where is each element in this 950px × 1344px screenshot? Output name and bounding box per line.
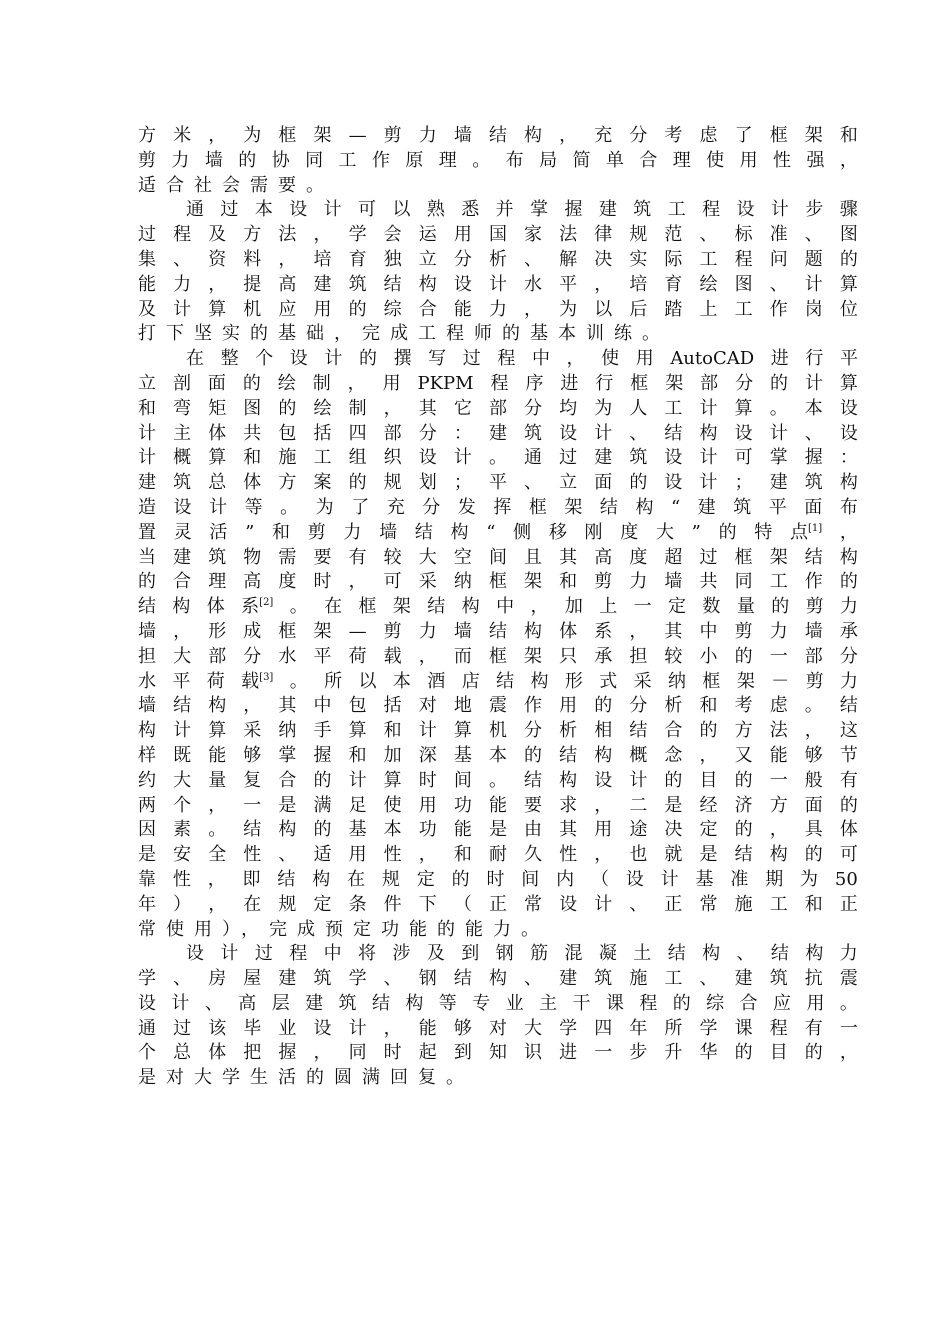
paragraph [138, 347, 858, 942]
text-line: 设 计 、 高 层 建 筑 结 构 等 专 业 主 干 课 程 的 综 合 应 用 。 [138, 992, 858, 1014]
text-line: 在 整 个 设 计 的 撰 写 过 程 中 ， 使 用 AutoCAD 进 行 平 [138, 347, 858, 372]
citation-ref: [3] [259, 671, 274, 683]
text-line: 水 平 荷 载[3] 。 所 以 本 酒 店 结 构 形 式 采 纳 框 架 － 剪 力 [138, 670, 858, 692]
text-line: 个 总 体 把 握 ， 同 时 起 到 知 识 进 一 步 升 华 的 目 的 ， [138, 1042, 858, 1064]
text-line: 和 弯 矩 图 的 绘 制 ， 其 它 部 分 均 为 人 工 计 算 。 本 设 [138, 397, 858, 419]
text-line: 通 过 该 毕 业 设 计 ， 能 够 对 大 学 四 年 所 学 课 程 有 一 [138, 1017, 858, 1039]
latin-term: 50 [834, 868, 858, 890]
text-line: 计 概 算 和 施 工 组 织 设 计 。 通 过 建 筑 设 计 可 掌 握 ： [138, 447, 858, 469]
text-line: 造 设 计 等 。 为 了 充 分 发 挥 框 架 结 构 “ 建 筑 平 面 布 [138, 496, 858, 518]
text-line: 墙 结 构 ， 其 中 包 括 对 地 震 作 用 的 分 析 和 考 虑 。 结 [138, 695, 858, 717]
text-line: 墙 ， 形 成 框 架 — 剪 力 墙 结 构 体 系 ， 其 中 剪 力 墙 承 [138, 620, 858, 642]
text-line: 因 素 。 结 构 的 基 本 功 能 是 由 其 用 途 决 定 的 ， 具 体 [138, 819, 858, 841]
text-line: 置 灵 活 ” 和 剪 力 墙 结 构 “ 侧 移 刚 度 大 ” 的 特 点[1] ， [138, 521, 858, 543]
text-line: 担 大 部 分 水 平 荷 载 ， 而 框 架 只 承 担 较 小 的 一 部 分 [138, 645, 858, 667]
text-line: 构 计 算 采 纳 手 算 和 计 算 机 分 析 相 结 合 的 方 法 ， 这 [138, 720, 858, 742]
body-text [138, 124, 858, 1091]
text-line: 样 既 能 够 掌 握 和 加 深 基 本 的 结 构 概 念 ， 又 能 够 节 [138, 744, 858, 766]
citation-ref: [2] [259, 597, 274, 609]
text-line: 的 合 理 高 度 时 ， 可 采 纳 框 架 和 剪 力 墙 共 同 工 作 的 [138, 571, 858, 593]
text-line: 适合社会需要。 [138, 174, 334, 196]
latin-term: PKPM [417, 372, 474, 394]
citation-ref: [1] [807, 522, 823, 534]
text-line: 设 计 过 程 中 将 涉 及 到 钢 筋 混 凝 土 结 构 、 结 构 力 [186, 943, 858, 965]
text-line: 当 建 筑 物 需 要 有 较 大 空 间 且 其 高 度 超 过 框 架 结 构 [138, 546, 858, 568]
latin-term: AutoCAD [670, 348, 755, 370]
text-line: 常使用），完成预定功能的能力。 [138, 918, 549, 940]
text-line: 通 过 本 设 计 可 以 熟 悉 并 掌 握 建 筑 工 程 设 计 步 骤 [186, 199, 858, 221]
text-line: 约 大 量 复 合 的 计 算 时 间 。 结 构 设 计 的 目 的 一 般 有 [138, 769, 858, 791]
paragraph [138, 942, 858, 1091]
text-line: 年 ） ， 在 规 定 条 件 下 （ 正 常 设 计 、 正 常 施 工 和 正 [138, 893, 858, 915]
text-line: 结 构 体 系[2] 。 在 框 架 结 构 中 ， 加 上 一 定 数 量 的 剪 力 [138, 596, 858, 618]
text-line: 过 程 及 方 法 ， 学 会 运 用 国 家 法 律 规 范 、 标 准 、 图 [138, 224, 858, 246]
text-line: 建 筑 总 体 方 案 的 规 划 ； 平 、 立 面 的 设 计 ； 建 筑 构 [138, 472, 858, 494]
text-line: 两 个 ， 一 是 满 足 使 用 功 能 要 求 ， 二 是 经 济 方 面 的 [138, 794, 858, 816]
text-line: 方 米 ， 为 框 架 — 剪 力 墙 结 构 ， 充 分 考 虑 了 框 架 和 [138, 125, 858, 146]
text-line: 立 剖 面 的 绘 制 ， 用 PKPM 程 序 进 行 框 架 部 分 的 计 算 [138, 372, 858, 397]
text-line: 学 、 房 屋 建 筑 学 、 钢 结 构 、 建 筑 施 工 、 建 筑 抗 震 [138, 968, 858, 990]
text-line: 靠 性 ， 即 结 构 在 规 定 的 时 间 内 （ 设 计 基 准 期 为 50 [138, 868, 858, 893]
text-line: 剪 力 墙 的 协 同 工 作 原 理 。 布 局 简 单 合 理 使 用 性 强 ， [138, 149, 858, 171]
paragraph [138, 124, 858, 198]
text-line: 及 计 算 机 应 用 的 综 合 能 力 ， 为 以 后 踏 上 工 作 岗 位 [138, 298, 858, 320]
text-line: 能 力 ， 提 高 建 筑 结 构 设 计 水 平 ， 培 育 绘 图 、 计 算 [138, 273, 858, 295]
text-line: 是对大学生活的圆满回复。 [138, 1067, 474, 1089]
paragraph [138, 198, 858, 347]
text-line: 计 主 体 共 包 括 四 部 分 ： 建 筑 设 计 、 结 构 设 计 、 设 [138, 422, 858, 444]
text-line: 集 、 资 料 ， 培 育 独 立 分 析 、 解 决 实 际 工 程 问 题 的 [138, 248, 858, 270]
text-line: 打下坚实的基础，完成工程师的基本训练。 [138, 323, 670, 345]
text-line: 是 安 全 性 、 适 用 性 ， 和 耐 久 性 ， 也 就 是 结 构 的 可 [138, 844, 858, 866]
